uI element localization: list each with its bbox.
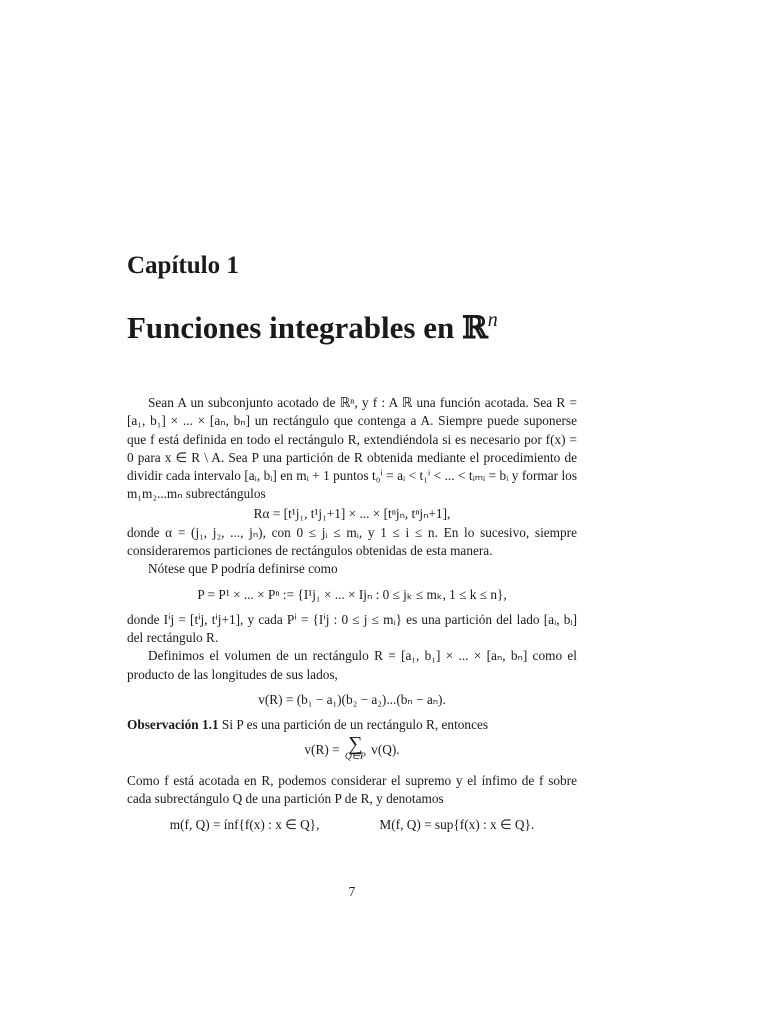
chapter-title <box>127 310 498 346</box>
paragraph-note: Nótese que P podría definirse como <box>148 561 338 577</box>
sum-left: v(R) = <box>304 742 343 758</box>
paragraph-volume: Definimos el volumen de un rectángulo R = [a₁, b₁] × ... × [aₙ, bₙ] como el producto de las longitudes de sus lados, <box>127 648 577 682</box>
paragraph-intro: Sean A un subconjunto acotado de ℝⁿ, y f : A ℝ una función acotada. Sea R = [a₁, b₁] × ... × [aₙ, bₙ] un rectángulo que contenga a A. Siempre puede suponerse que f está definida en todo el rectángulo R, extendiéndola si es necesario por f(x) = 0 para x ∈ R \ A. Sea P una partición de R obtenida mediante el procedimiento de dividir cada intervalo [aᵢ, bᵢ] en mᵢ + 1 puntos t₀ⁱ = aᵢ < t₁ⁱ < ... < tᵢₘᵢ = bᵢ y formar los m₁m₂...mₙ subrectángulos <box>127 395 577 502</box>
equation-volume-sum <box>127 733 577 764</box>
observation <box>127 716 577 734</box>
body-text <box>127 394 577 841</box>
paragraph-partition-def: donde Iⁱj = [tⁱj, tⁱj+1], y cada Pⁱ = {Iⁱj : 0 ≤ j ≤ mᵢ} es una partición del lado [aᵢ, bᵢ] del rectángulo R. <box>127 611 577 645</box>
equation-volume: v(R) = (b₁ − a₁)(b₂ − a₂)...(bₙ − aₙ). <box>258 691 446 707</box>
sigma-symbol: ∑ <box>348 733 363 756</box>
paragraph-bounds: Como f está acotada en R, podemos considerar el supremo y el ínfimo de f sobre cada subrectángulo Q de una partición P de R, y denotamos <box>127 773 577 807</box>
equation-partition: P = P¹ × ... × Pⁿ := {I¹j₁ × ... × Ijₙ : 0 ≤ jₖ ≤ mₖ, 1 ≤ k ≤ n}, <box>197 586 507 602</box>
chapter-title-symbol: ℝ <box>461 310 488 346</box>
chapter-title-text: Funciones integrables en <box>127 310 462 345</box>
observation-label: Observación 1.1 <box>127 716 219 732</box>
paragraph-alpha: donde α = (j₁, j₂, ..., jₙ), con 0 ≤ jᵢ ≤ mᵢ, y 1 ≤ i ≤ n. En lo sucesivo, siempre consideraremos particiones de rectángulos obtenidas de esta manera. <box>127 524 577 559</box>
chapter-title-sup: n <box>487 309 498 331</box>
sum-limit: Q∈P <box>344 752 366 763</box>
chapter-label: Capítulo 1 <box>127 252 239 279</box>
equation-inf: m(f, Q) = ínf{f(x) : x ∈ Q}, <box>169 816 320 832</box>
observation-text: Si P es una partición de un rectángulo R, entonces <box>218 716 489 732</box>
sum-right: v(Q). <box>367 742 400 758</box>
sum-operator <box>344 733 366 764</box>
page-number: 7 <box>348 884 356 899</box>
equation-subrectangles: Rα = [t¹j₁, t¹j₁+1] × ... × [tⁿjₙ, tⁿjₙ+1], <box>253 505 451 521</box>
equation-sup: M(f, Q) = sup{f(x) : x ∈ Q}. <box>379 816 535 832</box>
equation-inf-sup <box>127 815 577 835</box>
